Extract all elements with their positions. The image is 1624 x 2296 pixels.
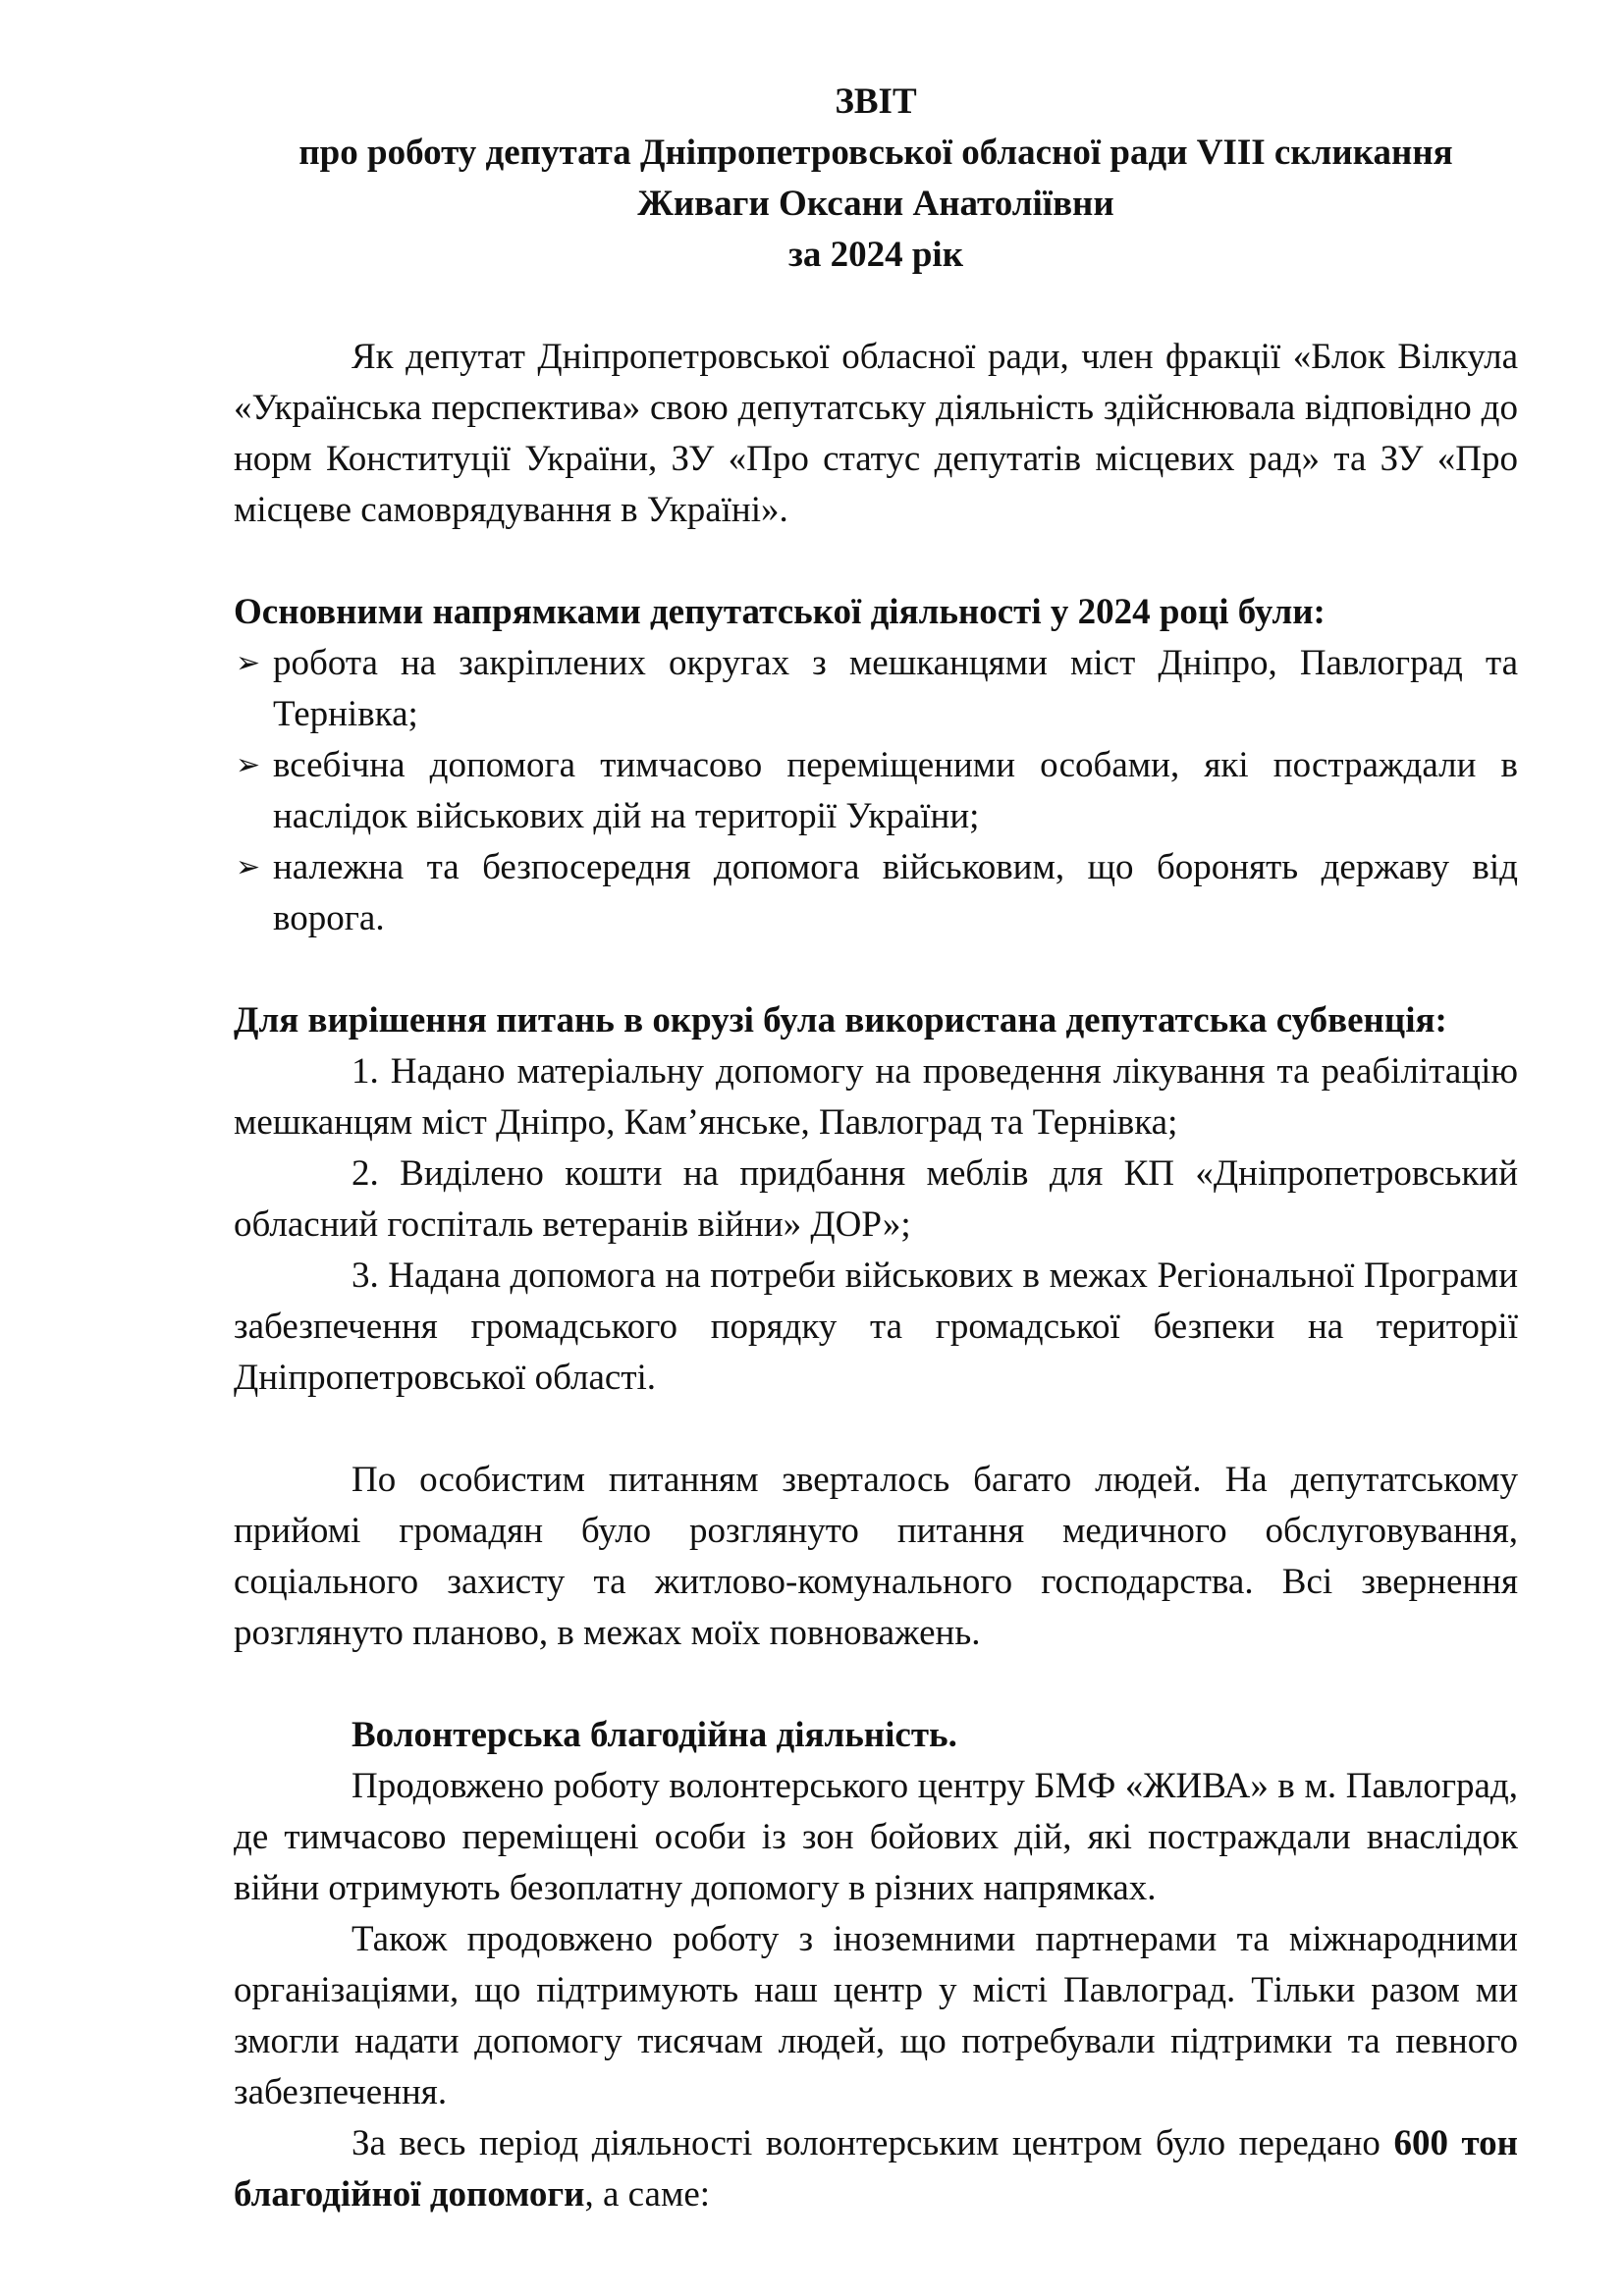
- document-page: [234, 77, 1518, 2220]
- list-item: ➢ робота на закріплених округах з мешканцями міст Дніпро, Павлоград та Тернівка;: [234, 638, 1518, 740]
- directions-list: [234, 638, 1518, 944]
- volunteer-paragraph-1: Продовжено роботу волонтерського центру БМФ «ЖИВА» в м. Павлоград, де тимчасово переміщені особи із зон бойових дій, які постраждали внаслідок війни отримують безоплатну допомогу в різних напрямках.: [234, 1766, 1518, 1908]
- arrowhead-bullet-icon: ➢: [236, 647, 261, 679]
- aid-amount: 600 тон благодійної допомоги: [234, 2123, 1518, 2215]
- subvention-heading: Для вирішення питань в окрузі була використана депутатська субвенція:: [234, 1000, 1447, 1041]
- arrowhead-bullet-icon: ➢: [236, 749, 261, 781]
- directions-heading: Основними напрямками депутатської діяльності у 2024 році були:: [234, 592, 1326, 632]
- title-line-4: за 2024 рік: [787, 235, 964, 275]
- subvention-item: 3. Надана допомога на потреби військових в межах Регіональної Програми забезпечення громадського порядку та громадської безпеки на території Дніпропетровської області.: [234, 1255, 1518, 1398]
- title-line-1: ЗВІТ: [835, 81, 917, 122]
- arrowhead-bullet-icon: ➢: [236, 851, 261, 883]
- subvention-item: 2. Виділено кошти на придбання меблів для КП «Дніпропетровський обласний госпіталь ветеранів війни» ДОР»;: [234, 1153, 1518, 1245]
- intro-paragraph: Як депутат Дніпропетровської обласної ради, член фракції «Блок Вілкула «Українська перспектива» свою депутатську діяльність здійснювала відповідно до норм Конституції України, ЗУ «Про статус депутатів місцевих рад» та ЗУ «Про місцеве самоврядування в Україні».: [234, 337, 1518, 530]
- report-title: [234, 77, 1518, 281]
- volunteer-paragraph-3: За весь період діяльності волонтерським центром було передано 600 тон благодійної допомоги, а саме:: [234, 2123, 1518, 2215]
- volunteer-paragraph-2: Також продовжено роботу з іноземними партнерами та міжнародними організаціями, що підтримують наш центр у місті Павлоград. Тільки разом ми змогли надати допомогу тисячам людей, що потребували підтримки та певного забезпечення.: [234, 1919, 1518, 2112]
- list-item: ➢ всебічна допомога тимчасово переміщеними особами, які постраждали в наслідок військових дій на території України;: [234, 740, 1518, 842]
- title-line-2: про роботу депутата Дніпропетровської обласної ради VIII скликання: [298, 133, 1453, 173]
- personal-issues-paragraph: По особистим питанням зверталось багато людей. На депутатському прийомі громадян було розглянуто питання медичного обслуговування, соціального захисту та житлово-комунального господарства. Всі звернення розглянуто планово, в межах моїх повноважень.: [234, 1460, 1518, 1653]
- list-item: ➢ належна та безпосередня допомога військовим, що боронять державу від ворога.: [234, 842, 1518, 944]
- subvention-item: 1. Надано матеріальну допомогу на проведення лікування та реабілітацію мешканцям міст Дніпро, Кам’янське, Павлоград та Тернівка;: [234, 1051, 1518, 1143]
- volunteer-heading: Волонтерська благодійна діяльність.: [352, 1715, 957, 1755]
- title-line-3: Живаги Оксани Анатоліївни: [637, 184, 1114, 224]
